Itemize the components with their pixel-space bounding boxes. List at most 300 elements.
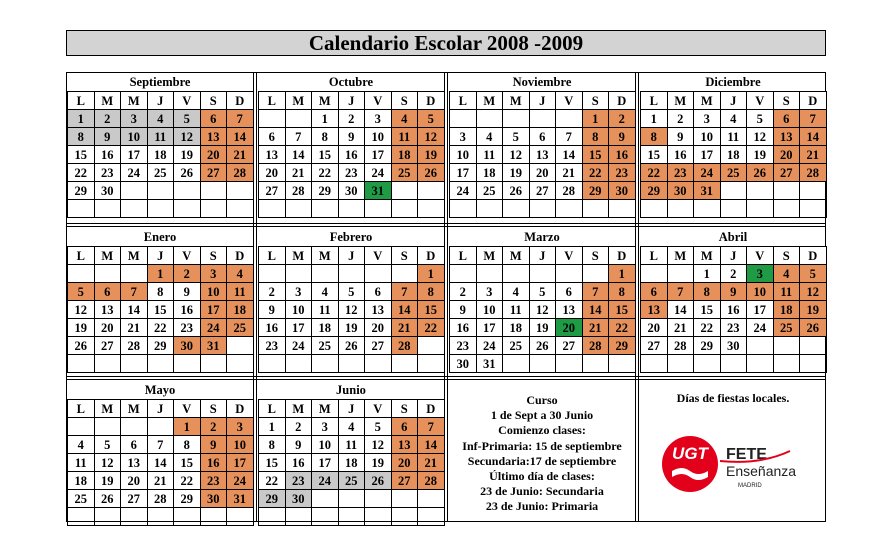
day-cell: 3 xyxy=(200,264,228,283)
weekday-header: M xyxy=(693,91,721,110)
day-cell xyxy=(338,507,366,526)
day-cell: 22 xyxy=(640,163,668,182)
day-cell: 8 xyxy=(608,282,636,301)
month-title: Enero xyxy=(143,230,177,244)
day-cell xyxy=(391,489,419,508)
day-cell: 26 xyxy=(417,163,445,182)
day-cell: 15 xyxy=(608,300,636,319)
day-cell: 25 xyxy=(338,471,366,490)
day-cell: 6 xyxy=(640,282,668,301)
day-cell: 7 xyxy=(799,109,827,128)
day-cell: 5 xyxy=(94,435,122,454)
day-cell xyxy=(640,354,668,373)
day-cell xyxy=(799,336,827,355)
day-cell xyxy=(476,109,504,128)
day-cell: 28 xyxy=(285,181,313,200)
day-cell: 10 xyxy=(449,145,477,164)
weekday-header: M xyxy=(502,91,530,110)
day-cell xyxy=(667,199,695,218)
day-cell: 5 xyxy=(529,282,557,301)
day-cell: 3 xyxy=(311,417,339,436)
row-separator xyxy=(67,223,825,227)
day-cell xyxy=(120,199,148,218)
weekday-header: D xyxy=(608,246,636,265)
day-cell xyxy=(799,354,827,373)
day-cell: 7 xyxy=(555,127,583,146)
day-cell: 26 xyxy=(94,489,122,508)
day-cell xyxy=(173,507,201,526)
day-cell: 27 xyxy=(773,163,801,182)
day-cell: 4 xyxy=(67,435,95,454)
day-cell: 5 xyxy=(338,282,366,301)
day-cell: 22 xyxy=(693,318,721,337)
day-cell: 14 xyxy=(226,127,254,146)
column-separator xyxy=(444,73,448,521)
day-cell: 26 xyxy=(799,318,827,337)
weekday-header: V xyxy=(746,246,774,265)
day-cell xyxy=(258,354,286,373)
day-cell: 27 xyxy=(364,336,392,355)
day-cell: 13 xyxy=(555,300,583,319)
day-cell: 8 xyxy=(258,435,286,454)
day-cell: 1 xyxy=(608,264,636,283)
day-cell xyxy=(311,489,339,508)
day-cell: 30 xyxy=(720,336,748,355)
weekday-header: M xyxy=(285,91,313,110)
weekday-header: S xyxy=(391,399,419,418)
day-cell xyxy=(529,264,557,283)
weekday-header: L xyxy=(67,399,95,418)
local-holidays-label: Días de fiestas locales. xyxy=(676,391,790,405)
day-cell: 16 xyxy=(173,300,201,319)
logo-brand-sub: Enseñanza xyxy=(726,463,797,479)
weekday-header: V xyxy=(364,399,392,418)
day-cell: 21 xyxy=(582,318,610,337)
day-cell xyxy=(773,181,801,200)
day-cell: 11 xyxy=(67,453,95,472)
day-cell xyxy=(502,109,530,128)
day-cell: 3 xyxy=(746,264,774,283)
day-cell xyxy=(120,264,148,283)
day-cell: 3 xyxy=(226,417,254,436)
weekday-header: V xyxy=(746,91,774,110)
day-cell: 2 xyxy=(608,109,636,128)
month-panel-3 xyxy=(640,73,826,223)
weekday-header: L xyxy=(67,91,95,110)
day-cell xyxy=(338,354,366,373)
day-cell: 30 xyxy=(449,354,477,373)
day-cell: 27 xyxy=(200,163,228,182)
month-panel-8 xyxy=(67,381,253,531)
day-cell xyxy=(200,181,228,200)
weekday-header: J xyxy=(529,91,557,110)
weekday-header: J xyxy=(720,246,748,265)
day-cell: 13 xyxy=(200,127,228,146)
day-cell xyxy=(582,354,610,373)
day-cell xyxy=(120,181,148,200)
day-cell: 23 xyxy=(94,163,122,182)
day-cell: 13 xyxy=(529,145,557,164)
day-cell xyxy=(720,181,748,200)
day-cell xyxy=(147,507,175,526)
weekday-header: D xyxy=(417,91,445,110)
day-cell: 26 xyxy=(364,471,392,490)
day-cell xyxy=(200,507,228,526)
month-title: Noviembre xyxy=(512,75,572,89)
day-cell xyxy=(720,199,748,218)
day-cell xyxy=(67,417,95,436)
day-cell: 11 xyxy=(391,127,419,146)
month-title: Junio xyxy=(336,383,366,397)
day-cell: 13 xyxy=(258,145,286,164)
day-cell xyxy=(746,336,774,355)
day-cell: 14 xyxy=(667,300,695,319)
day-cell: 28 xyxy=(667,336,695,355)
day-cell: 18 xyxy=(476,163,504,182)
day-cell: 23 xyxy=(173,318,201,337)
day-cell: 29 xyxy=(640,181,668,200)
day-cell: 9 xyxy=(285,435,313,454)
day-cell: 28 xyxy=(226,163,254,182)
day-cell: 4 xyxy=(147,109,175,128)
weekday-header: M xyxy=(120,246,148,265)
day-cell: 7 xyxy=(147,435,175,454)
day-cell: 8 xyxy=(311,127,339,146)
day-cell: 26 xyxy=(529,336,557,355)
day-cell: 8 xyxy=(147,282,175,301)
weekday-header: D xyxy=(799,91,827,110)
day-cell: 11 xyxy=(773,282,801,301)
day-cell: 25 xyxy=(391,163,419,182)
day-cell: 27 xyxy=(94,336,122,355)
day-cell: 25 xyxy=(476,181,504,200)
day-cell: 24 xyxy=(476,336,504,355)
day-cell: 22 xyxy=(258,471,286,490)
day-cell: 6 xyxy=(391,417,419,436)
day-cell: 22 xyxy=(173,471,201,490)
weekday-header: L xyxy=(449,246,477,265)
day-cell: 25 xyxy=(311,336,339,355)
day-cell: 5 xyxy=(417,109,445,128)
day-cell: 12 xyxy=(417,127,445,146)
day-cell xyxy=(608,354,636,373)
day-cell: 4 xyxy=(338,417,366,436)
day-cell: 10 xyxy=(364,127,392,146)
day-cell: 26 xyxy=(746,163,774,182)
month-title: Septiembre xyxy=(129,75,191,89)
day-cell xyxy=(311,264,339,283)
day-cell xyxy=(364,264,392,283)
day-cell: 21 xyxy=(799,145,827,164)
day-cell xyxy=(338,489,366,508)
day-cell: 18 xyxy=(391,145,419,164)
logo-brand-city: MADRID xyxy=(738,483,762,489)
day-cell: 6 xyxy=(529,127,557,146)
month-panel-0 xyxy=(67,73,253,223)
day-cell: 17 xyxy=(226,453,254,472)
day-cell: 16 xyxy=(258,318,286,337)
day-cell: 31 xyxy=(364,181,392,200)
day-cell: 28 xyxy=(799,163,827,182)
day-cell: 19 xyxy=(417,145,445,164)
day-cell: 9 xyxy=(667,127,695,146)
day-cell xyxy=(226,336,254,355)
month-panel-6 xyxy=(449,228,635,378)
day-cell xyxy=(285,264,313,283)
day-cell: 6 xyxy=(555,282,583,301)
day-cell: 25 xyxy=(147,163,175,182)
day-cell: 18 xyxy=(720,145,748,164)
day-cell xyxy=(667,354,695,373)
day-cell: 17 xyxy=(285,318,313,337)
day-cell: 9 xyxy=(173,282,201,301)
day-cell: 4 xyxy=(391,109,419,128)
day-cell xyxy=(417,336,445,355)
day-cell xyxy=(417,354,445,373)
day-cell: 3 xyxy=(449,127,477,146)
day-cell: 9 xyxy=(338,127,366,146)
day-cell: 12 xyxy=(94,453,122,472)
day-cell: 16 xyxy=(285,453,313,472)
day-cell: 28 xyxy=(417,471,445,490)
day-cell xyxy=(338,264,366,283)
weekday-header: D xyxy=(799,246,827,265)
weekday-header: L xyxy=(258,246,286,265)
day-cell xyxy=(364,489,392,508)
day-cell: 22 xyxy=(417,318,445,337)
day-cell: 4 xyxy=(311,282,339,301)
day-cell: 7 xyxy=(226,109,254,128)
weekday-header: S xyxy=(582,246,610,265)
day-cell: 11 xyxy=(502,300,530,319)
day-cell xyxy=(391,264,419,283)
day-cell xyxy=(258,264,286,283)
day-cell: 4 xyxy=(773,264,801,283)
day-cell: 26 xyxy=(173,163,201,182)
weekday-header: M xyxy=(94,91,122,110)
day-cell xyxy=(502,354,530,373)
day-cell: 1 xyxy=(258,417,286,436)
day-cell: 6 xyxy=(258,127,286,146)
day-cell: 24 xyxy=(226,471,254,490)
day-cell: 8 xyxy=(67,127,95,146)
day-cell: 14 xyxy=(582,300,610,319)
day-cell: 5 xyxy=(67,282,95,301)
weekday-header: L xyxy=(640,246,668,265)
calendar-title: Calendario Escolar 2008 -2009 xyxy=(66,30,826,56)
day-cell xyxy=(338,199,366,218)
day-cell: 24 xyxy=(693,163,721,182)
month-title: Febrero xyxy=(329,230,373,244)
day-cell xyxy=(529,109,557,128)
day-cell xyxy=(555,199,583,218)
day-cell: 16 xyxy=(338,145,366,164)
day-cell xyxy=(147,417,175,436)
day-cell: 25 xyxy=(67,489,95,508)
day-cell: 11 xyxy=(311,300,339,319)
day-cell: 10 xyxy=(285,300,313,319)
day-cell: 6 xyxy=(120,435,148,454)
day-cell xyxy=(285,507,313,526)
day-cell: 18 xyxy=(311,318,339,337)
day-cell: 6 xyxy=(200,109,228,128)
day-cell xyxy=(746,354,774,373)
day-cell: 22 xyxy=(582,163,610,182)
weekday-header: M xyxy=(502,246,530,265)
weekday-header: M xyxy=(311,91,339,110)
day-cell xyxy=(582,264,610,283)
logo-ugt-text: UGT xyxy=(672,444,708,463)
day-cell xyxy=(173,181,201,200)
day-cell xyxy=(746,199,774,218)
day-cell: 2 xyxy=(200,417,228,436)
day-cell xyxy=(555,264,583,283)
day-cell xyxy=(799,199,827,218)
course-info-line: Comienzo clases: xyxy=(498,423,586,438)
day-cell xyxy=(285,199,313,218)
day-cell: 20 xyxy=(258,163,286,182)
day-cell: 4 xyxy=(502,282,530,301)
day-cell xyxy=(285,109,313,128)
day-cell: 20 xyxy=(555,318,583,337)
day-cell: 29 xyxy=(147,336,175,355)
weekday-header: J xyxy=(147,91,175,110)
day-cell: 22 xyxy=(311,163,339,182)
day-cell: 15 xyxy=(67,145,95,164)
month-panel-5 xyxy=(258,228,444,378)
day-cell xyxy=(476,264,504,283)
day-cell: 20 xyxy=(94,318,122,337)
month-panel-9 xyxy=(258,381,444,531)
day-cell: 16 xyxy=(449,318,477,337)
day-cell: 30 xyxy=(94,181,122,200)
day-cell xyxy=(476,199,504,218)
day-cell: 26 xyxy=(502,181,530,200)
day-cell: 17 xyxy=(364,145,392,164)
day-cell: 17 xyxy=(476,318,504,337)
day-cell: 13 xyxy=(364,300,392,319)
day-cell: 18 xyxy=(338,453,366,472)
weekday-header: M xyxy=(120,91,148,110)
day-cell: 29 xyxy=(693,336,721,355)
weekday-header: M xyxy=(94,399,122,418)
day-cell: 29 xyxy=(582,181,610,200)
day-cell xyxy=(94,507,122,526)
day-cell xyxy=(147,181,175,200)
day-cell: 3 xyxy=(476,282,504,301)
day-cell: 18 xyxy=(67,471,95,490)
day-cell: 1 xyxy=(640,109,668,128)
day-cell: 8 xyxy=(582,127,610,146)
day-cell xyxy=(502,199,530,218)
day-cell: 1 xyxy=(693,264,721,283)
weekday-header: J xyxy=(147,399,175,418)
day-cell: 9 xyxy=(449,300,477,319)
day-cell: 10 xyxy=(120,127,148,146)
day-cell: 5 xyxy=(173,109,201,128)
day-cell: 3 xyxy=(693,109,721,128)
day-cell xyxy=(364,354,392,373)
day-cell: 9 xyxy=(258,300,286,319)
day-cell: 21 xyxy=(120,318,148,337)
day-cell: 15 xyxy=(173,453,201,472)
day-cell: 13 xyxy=(391,435,419,454)
weekday-header: D xyxy=(226,399,254,418)
day-cell: 13 xyxy=(120,453,148,472)
day-cell xyxy=(311,354,339,373)
weekday-header: L xyxy=(67,246,95,265)
day-cell: 12 xyxy=(364,435,392,454)
day-cell xyxy=(417,181,445,200)
day-cell: 15 xyxy=(311,145,339,164)
day-cell xyxy=(799,181,827,200)
day-cell: 1 xyxy=(417,264,445,283)
day-cell: 17 xyxy=(449,163,477,182)
day-cell: 27 xyxy=(529,181,557,200)
day-cell xyxy=(746,181,774,200)
day-cell: 22 xyxy=(608,318,636,337)
day-cell: 4 xyxy=(720,109,748,128)
weekday-header: S xyxy=(391,246,419,265)
day-cell xyxy=(311,199,339,218)
calendar-grid xyxy=(66,72,826,522)
day-cell: 30 xyxy=(667,181,695,200)
weekday-header: M xyxy=(311,246,339,265)
day-cell xyxy=(720,354,748,373)
day-cell: 3 xyxy=(285,282,313,301)
weekday-header: D xyxy=(608,91,636,110)
day-cell: 19 xyxy=(338,318,366,337)
day-cell xyxy=(200,199,228,218)
day-cell: 30 xyxy=(338,181,366,200)
day-cell xyxy=(94,199,122,218)
month-title: Octubre xyxy=(328,75,374,89)
day-cell: 21 xyxy=(391,318,419,337)
day-cell xyxy=(391,181,419,200)
day-cell: 12 xyxy=(799,282,827,301)
weekday-header: S xyxy=(200,399,228,418)
day-cell: 23 xyxy=(449,336,477,355)
weekday-header: J xyxy=(720,91,748,110)
day-cell: 19 xyxy=(364,453,392,472)
day-cell xyxy=(529,199,557,218)
day-cell xyxy=(417,489,445,508)
day-cell: 2 xyxy=(667,109,695,128)
day-cell: 12 xyxy=(746,127,774,146)
day-cell: 15 xyxy=(582,145,610,164)
day-cell: 20 xyxy=(529,163,557,182)
day-cell: 15 xyxy=(147,300,175,319)
weekday-header: S xyxy=(200,91,228,110)
course-info-line: Curso xyxy=(526,393,558,407)
course-info-panel xyxy=(449,393,635,515)
day-cell: 12 xyxy=(338,300,366,319)
day-cell xyxy=(364,507,392,526)
day-cell: 8 xyxy=(640,127,668,146)
day-cell: 9 xyxy=(94,127,122,146)
day-cell: 1 xyxy=(67,109,95,128)
day-cell: 14 xyxy=(120,300,148,319)
day-cell xyxy=(449,264,477,283)
day-cell: 13 xyxy=(640,300,668,319)
day-cell: 20 xyxy=(640,318,668,337)
day-cell: 14 xyxy=(417,435,445,454)
day-cell xyxy=(94,264,122,283)
course-info-line: Secundaria:17 de septiembre xyxy=(467,453,617,468)
day-cell: 1 xyxy=(173,417,201,436)
day-cell xyxy=(120,354,148,373)
day-cell: 21 xyxy=(555,163,583,182)
